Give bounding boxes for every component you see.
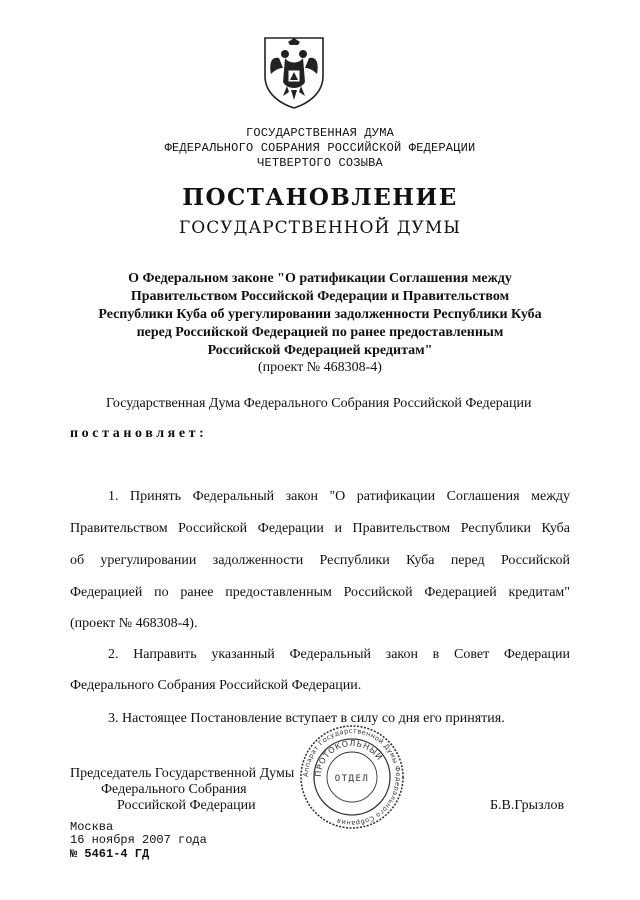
issue-city: Москва (70, 820, 114, 834)
svg-text:Аппарат Государственной Думы Ф: Аппарат Государственной Думы Федерального Собрания (301, 726, 403, 828)
project-number: (проект № 468308-4) (258, 360, 382, 375)
paragraph-1-line-5: (проект № 468308-4). (70, 616, 198, 631)
coat-of-arms-emblem (261, 34, 327, 110)
document-title: ПОСТАНОВЛЕНИЕ (182, 184, 458, 211)
office-stamp-seal (298, 723, 406, 831)
issue-date: 16 ноября 2007 года (70, 833, 207, 847)
subject-line-4: перед Российской Федерацией по ранее предоставленным (136, 325, 504, 340)
paragraph-1-line-1: 1. Принять Федеральный закон "О ратификации Соглашения между (108, 489, 570, 504)
subject-line-2: Правительством Российской Федерации и Правительством (130, 289, 510, 304)
paragraph-3: 3. Настоящее Постановление вступает в силу со дня его принятия. (108, 711, 505, 726)
header-line-assembly: ФЕДЕРАЛЬНОГО СОБРАНИЯ РОССИЙСКОЙ ФЕДЕРАЦИИ (164, 141, 476, 155)
document-subtitle: ГОСУДАРСТВЕННОЙ ДУМЫ (179, 218, 461, 238)
paragraph-2-line-2: Федерального Собрания Российской Федерации. (70, 678, 362, 693)
subject-line-5: Российской Федерацией кредитам" (207, 343, 433, 358)
header-line-duma: ГОСУДАРСТВЕННАЯ ДУМА (245, 126, 395, 140)
paragraph-1-line-3: об урегулировании задолженности Республики Куба перед Российской (70, 553, 570, 568)
svg-text:ПРОТОКОЛЬНЫЙ: ПРОТОКОЛЬНЫЙ (313, 738, 385, 778)
subject-line-1: О Федеральном законе "О ратификации Соглашения между (128, 271, 512, 286)
header-line-convocation: ЧЕТВЕРТОГО СОЗЫВА (257, 156, 383, 170)
decree-word: постановляет: (70, 426, 208, 441)
paragraph-2-line-1: 2. Направить указанный Федеральный закон в Совет Федерации (108, 647, 570, 662)
subject-line-3: Республики Куба об урегулировании задолженности Республики Куба (98, 307, 542, 322)
paragraph-1-line-2: Правительством Российской Федерации и Правительством Республики Куба (70, 521, 570, 536)
svg-text:ОТДЕЛ: ОТДЕЛ (334, 774, 370, 784)
signatory-name: Б.В.Грызлов (490, 798, 565, 813)
intro-text: Государственная Дума Федерального Собрания Российской Федерации (106, 396, 532, 411)
paragraph-1-line-4: Федерацией по ранее предоставленным Российской Федерацией кредитам" (70, 585, 570, 600)
document-number: № 5461-4 ГД (70, 847, 150, 861)
signatory-title-line-1: Председатель Государственной Думы (70, 766, 295, 781)
signatory-title-line-2: Федерального Собрания (101, 782, 247, 797)
signatory-title-line-3: Российской Федерации (117, 798, 256, 813)
